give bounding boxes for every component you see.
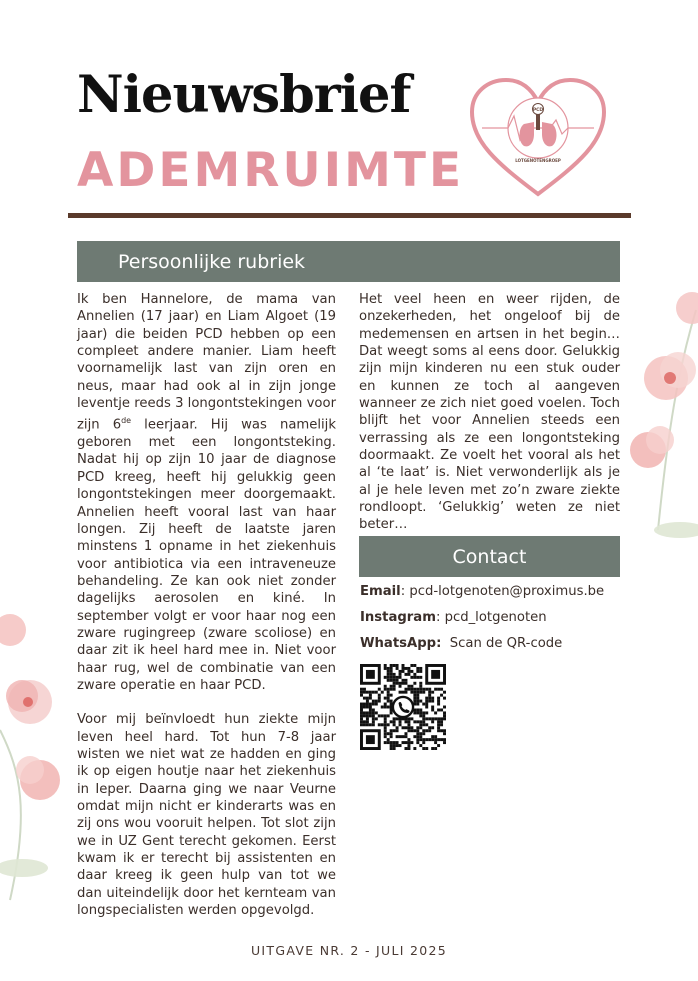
section-heading-personal: [77, 241, 620, 282]
whatsapp-instruction: Scan de QR-code: [449, 636, 563, 651]
article-column-left: [77, 291, 336, 936]
instagram-label: Instagram: [360, 610, 436, 625]
logo-badge-text: PCD: [532, 108, 544, 113]
logo-ring-text: LOTGENOTENGROEP: [515, 158, 561, 163]
email-link[interactable]: pcd-lotgenoten@proximus.be: [409, 584, 605, 599]
email-label: Email: [360, 584, 401, 599]
newsletter-title: Nieuwsbrief: [77, 65, 411, 125]
contact-email: Email: pcd-lotgenoten@proximus.be: [360, 584, 605, 599]
whatsapp-qr-code-icon[interactable]: [360, 664, 446, 750]
section-heading-label: Persoonlijke rubriek: [118, 250, 306, 273]
article-paragraph-2: Voor mij beïnvloedt hun ziekte mijn leven heel hard. Tot hun 7-8 jaar wisten we niet wat ze hadden en ging ik op eigen houtje naar het ziekenhuis in Ieper. Daarna ging we naar Veurne omdat mijn nicht er kinderarts was en zij ons wou vooruit helpen. Tot slot zijn we in UZ Gent terecht gekomen. Eerst kwam ik er terecht bij assistenten en daar kreeg ik geen hulp van tot we dan uiteindelijk door het kernteam van longspecialisten werden opgevolgd.: [77, 712, 336, 919]
contact-instagram: Instagram: pcd_lotgenoten: [360, 610, 547, 625]
article-paragraph-3: Het veel heen en weer rijden, de onzekerheden, het ongeloof bij de medemensen en artsen in het begin… Dat weegt soms al eens door. Gelukkig zijn mijn kinderen nu een stuk ouder en kunnen ze toch al aangeven wanneer ze zich niet goed voelen. Toch blijft het voor Annelien steeds een verrassing als ze een longontsteking doormaakt. Ze voelt het vooral als het al ‘te laat’ is. Niet verwonderlijk als je al je hele leven met zo’n zware ziekte rondloopt. ‘Gelukkig’ weten ze niet beter…: [359, 292, 620, 533]
header-divider: [68, 213, 631, 218]
issue-footer: UITGAVE NR. 2 - JULI 2025: [250, 943, 448, 958]
newsletter-subtitle: ADEMRUIMTE: [77, 143, 465, 198]
flower-decoration-right-icon: [618, 290, 698, 540]
instagram-handle[interactable]: pcd_lotgenoten: [444, 610, 547, 625]
article-column-right: [359, 291, 620, 534]
whatsapp-label: WhatsApp:: [360, 636, 442, 651]
heart-logo-icon: [468, 76, 608, 200]
contact-whatsapp: [360, 636, 562, 651]
flower-decoration-left-icon: [0, 610, 70, 910]
contact-heading: [359, 536, 620, 577]
article-paragraph-1: Ik ben Hannelore, de mama van Annelien (17 jaar) en Liam Algoet (19 jaar) die beiden PCD hebben op een compleet andere manier. Liam heeft voornamelijk last van zijn oren en neus, maar had ook al in zijn jonge leventje reeds 3 longontstekingen voor zijn 6de leerjaar. Hij was namelijk geboren met een longontsteking. Nadat hij op zijn 10 jaar de diagnose PCD kreeg, heeft hij gelukkig geen longontstekingen meer doorgemaakt. Annelien heeft vooral last van haar longen. Zij heeft de laatste jaren minstens 1 opname in het ziekenhuis voor antibiotica via een intraveneuze behandeling. Ze kan ook niet zonder dagelijks aerosolen en kiné. In september volgt er voor haar nog een zware rugingreep (zware scoliose) en daar zit ik heel hard mee in. Niet voor haar rug, wel de combinatie van een zware operatie en haar PCD.: [77, 292, 336, 693]
contact-heading-label: Contact: [452, 545, 527, 568]
